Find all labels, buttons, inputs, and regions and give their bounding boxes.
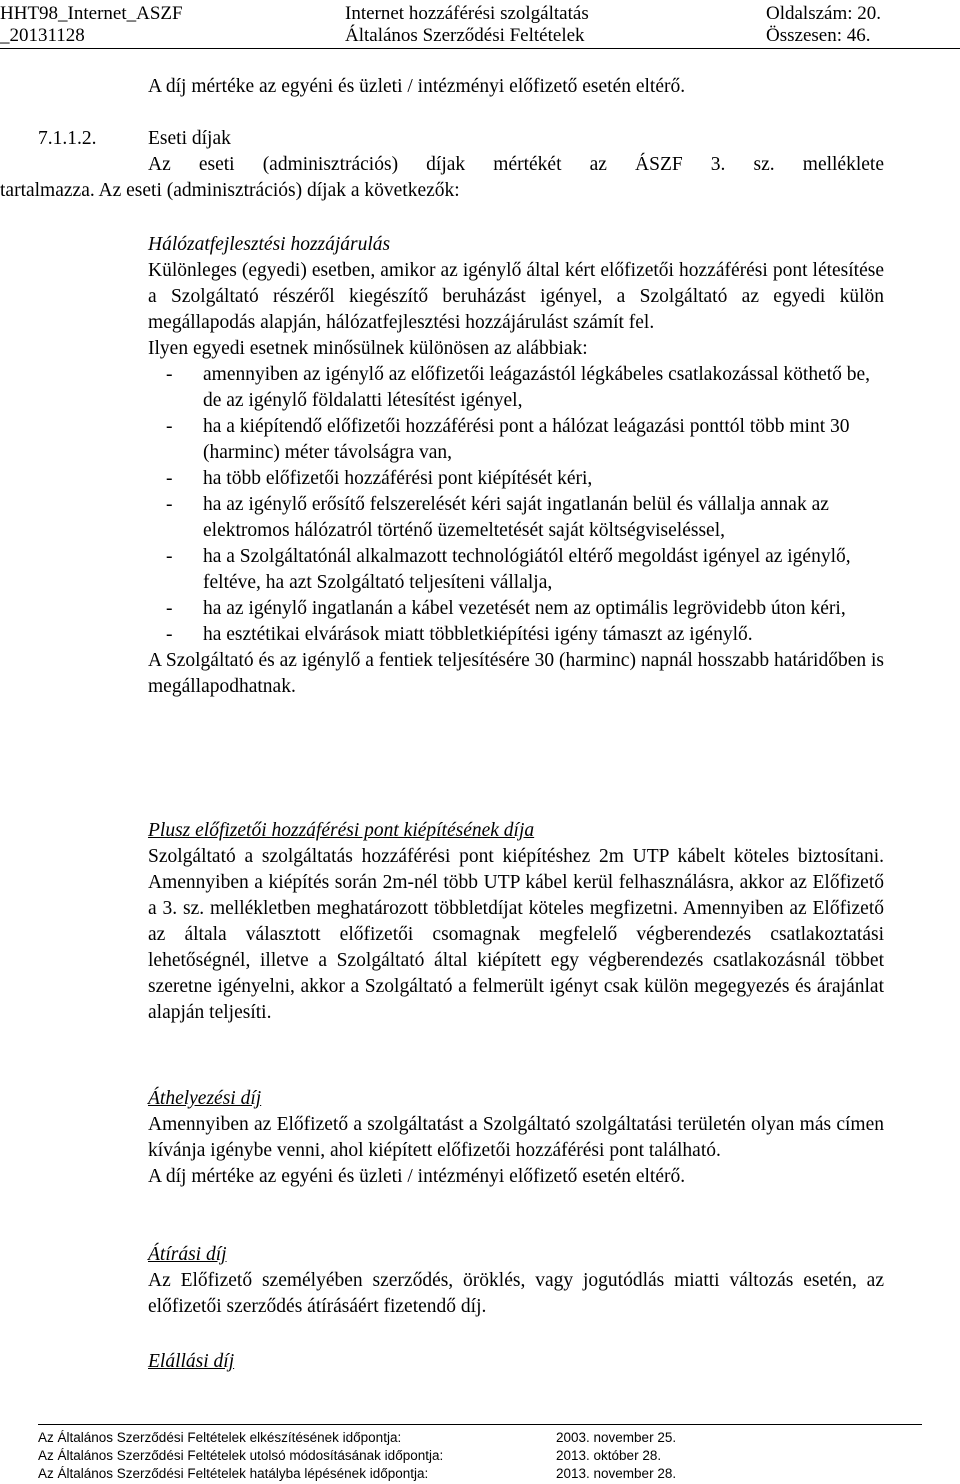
list-item: - amennyiben az igénylő az előfizetői leágazástól légkábeles csatlakozással köthető be, de az igénylő földalatti létesítést igényel, [166,364,871,411]
halozat-section [148,232,884,700]
halozat-text: Különleges (egyedi) esetben, amikor az igénylő által kért előfizetői hozzáférési pont létesítése a Szolgáltató részéről kiegészítő beruházást igényel, a Szolgáltató az egyedi külön megállapodás alapján, hálózatfejlesztési hozzájárulást számít fel. [148,260,884,333]
section-number: 7.1.1.2. [38,128,97,149]
footer-label: Az Általános Szerződési Feltételek hatályba lépésének időpontja: [38,1466,429,1481]
header-title-line1: Internet hozzáférési szolgáltatás [345,3,589,24]
footer-value: 2013. október 28. [556,1448,662,1463]
footer-row [38,1465,738,1483]
footer-row [38,1447,738,1465]
page-number: Oldalszám: 20. [766,3,882,24]
elallasi-title: Elállási díj [148,1351,235,1372]
intro-paragraph [148,74,884,100]
list-item: - ha az igénylő ingatlanán a kábel vezetését nem az optimális legrövidebb úton kéri, [166,598,846,619]
list-item: - ha a kiépítendő előfizetői hozzáférési pont a hálózat leágazási ponttól több mint 30 (harminc) méter távolságra van, [166,416,850,463]
cases-list [148,362,884,648]
section-title: Eseti díjak [148,128,231,149]
athelyezesi-text: Amennyiben az Előfizető a szolgáltatást a Szolgáltató szolgáltatási területén olyan más címen kívánja igénybe venni, ahol kiépített előfizetői hozzáférési pont található. [148,1114,884,1161]
section-eseti-dijak [148,126,884,178]
plusz-text: Szolgáltató a szolgáltatás hozzáférési pont kiépítéshez 2m UTP kábelt köteles biztosítani. Amennyiben a kiépítés során 2m-nél több UTP kábel kerül felhasználásra, akkor az Előfizető a 3. sz. mellékletben meghatározott többletdíjat köteles megfizetni. Amennyiben az Előfizető az általa választott előfizetői csomagnak megfelelő végberendezés csatlakoztatási lehetőségnél, illetve a Szolgáltató által kiépített egy végberendezés csatlakozásnál többet szeretne igényelni, akkor a Szolgáltató a felmerült igényt csak külön megegyezés és árajánlat alapján teljesíti. [148,846,884,1023]
footer-divider [38,1424,922,1425]
list-item: - ha esztétikai elvárások miatt többletkiépítési igény támaszt az igénylő. [166,624,753,645]
cases-outro: A Szolgáltató és az igénylő a fentiek teljesítésére 30 (harminc) napnál hosszabb határidőben is megállapodhatnak. [148,650,884,697]
athelyezesi-title: Áthelyezési díj [148,1088,262,1109]
page-footer [38,1429,738,1483]
plusz-title: Plusz előfizetői hozzáférési pont kiépítésének díja [148,820,535,841]
footer-label: Az Általános Szerződési Feltételek elkészítésének időpontja: [38,1430,402,1445]
doc-id-line2: _20131128 [0,25,85,46]
footer-row [38,1429,738,1447]
footer-label: Az Általános Szerződési Feltételek utolsó módosításának időpontja: [38,1448,444,1463]
footer-value: 2013. november 28. [556,1466,677,1481]
section-text-line1: Az eseti (adminisztrációs) díjak mértékét az ÁSZF 3. sz. melléklete [148,154,884,175]
plusz-section [148,818,884,1026]
section-text-cont [0,178,884,204]
cases-intro: Ilyen egyedi esetnek minősülnek különösen az alábbiak: [148,338,588,359]
list-item: - ha több előfizetői hozzáférési pont kiépítését kéri, [166,468,593,489]
athelyezesi-section [148,1086,884,1190]
page-header [0,0,960,48]
footer-value: 2003. november 25. [556,1430,677,1445]
halozat-title: Hálózatfejlesztési hozzájárulás [148,234,391,255]
athelyezesi-text2: A díj mértéke az egyéni és üzleti / intézményi előfizető esetén eltérő. [148,1166,686,1187]
atirasi-text: Az Előfizető személyében szerződés, öröklés, vagy jogutódlás miatti változás esetén, az előfizetői szerződés átírásáért fizetendő díj. [148,1270,884,1317]
intro-text: A díj mértéke az egyéni és üzleti / intézményi előfizető esetén eltérő. [148,76,686,97]
atirasi-title: Átírási díj [148,1244,227,1265]
header-divider [0,48,960,49]
doc-id-line1: HHT98_Internet_ASZF [0,3,183,24]
header-title-line2: Általános Szerződési Feltételek [345,25,585,46]
list-item: - ha az igénylő erősítő felszerelését kéri saját ingatlanán belül és vállalja annak az elektromos hálózatról történő üzemeltetését saját költségviseléssel, [166,494,829,541]
elallasi-section [148,1349,884,1375]
page-total: Összesen: 46. [766,25,871,46]
atirasi-section [148,1242,884,1320]
section-text-line2: tartalmazza. Az eseti (adminisztrációs) díjak a következők: [0,180,460,201]
list-item: - ha a Szolgáltatónál alkalmazott technológiától eltérő megoldást igényel az igénylő, feltéve, ha azt Szolgáltató teljesíteni vállalja, [166,546,851,593]
